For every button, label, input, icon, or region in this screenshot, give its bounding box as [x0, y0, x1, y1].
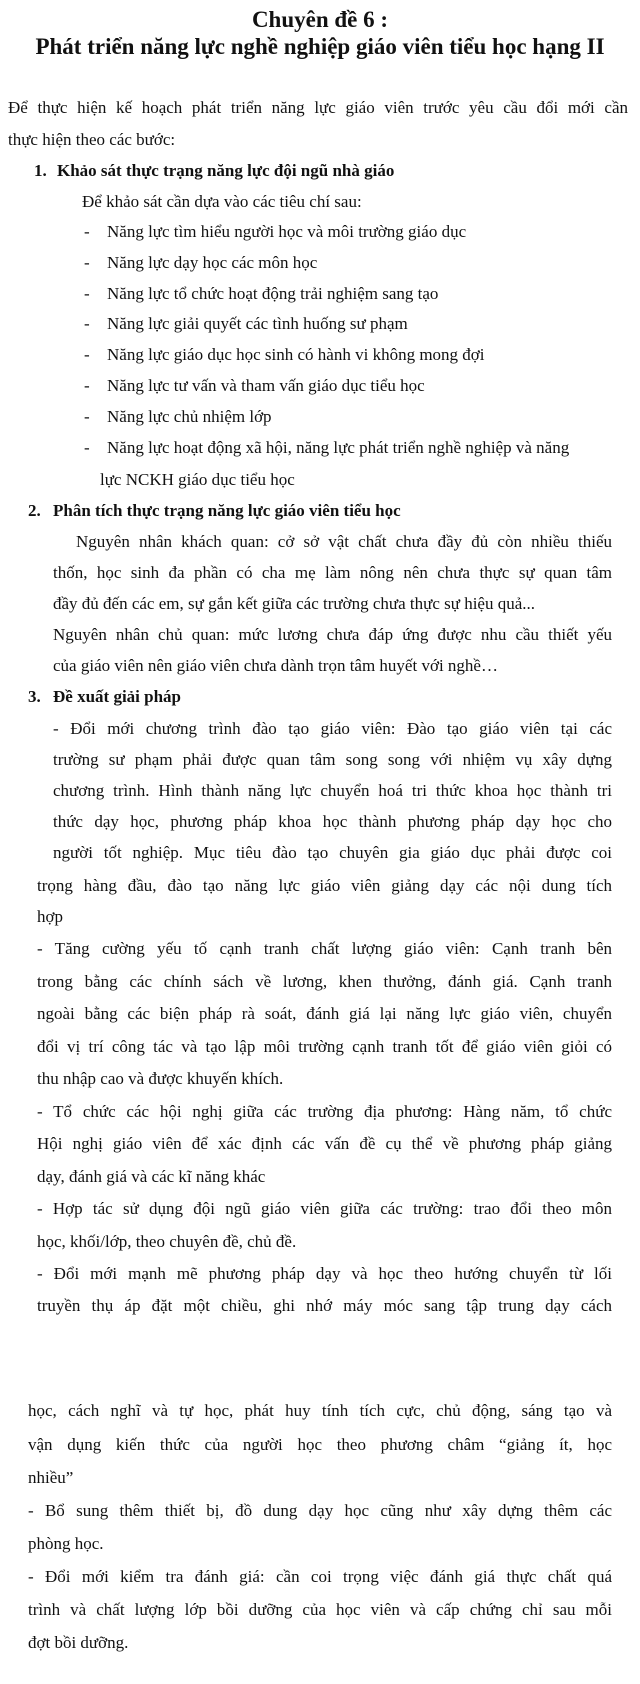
section1-heading: [34, 160, 394, 182]
solution-line: trường sư phạm phải được quan tâm song song với nhiệm vụ xây dựng: [53, 750, 612, 769]
solution-line: - Bổ sung thêm thiết bị, đồ dung dạy học cũng như xây dựng thêm các: [28, 1501, 612, 1520]
dash-bullet-icon: -: [84, 284, 90, 303]
section2-line: của giáo viên nên giáo viên chưa dành trọn tâm huyết với nghề…: [53, 656, 498, 675]
section3-number: 3.: [28, 687, 41, 706]
section3-heading-text: Đề xuất giải pháp: [53, 687, 181, 706]
dash-bullet-icon: -: [84, 438, 90, 457]
solution-line: thức dạy học, phương pháp khoa học thành phương pháp dạy học cho: [53, 812, 612, 831]
section1-lead: Để khảo sát cần dựa vào các tiêu chí sau:: [82, 192, 362, 211]
solution-line: đổi vị trí công tác và tạo lập môi trường cạnh tranh tốt để giáo viên giỏi có: [37, 1037, 612, 1056]
solution-line: học, khối/lớp, theo chuyên đề, chủ đề.: [37, 1232, 297, 1251]
solution-line: người tốt nghiệp. Mục tiêu đào tạo chuyên gia giáo dục phải được coi: [53, 843, 612, 862]
solution-line: hợp: [37, 907, 63, 926]
criteria-item: - Năng lực giải quyết các tình huống sư phạm: [84, 314, 408, 333]
solution-line: ngoài bằng các biện pháp rà soát, đánh giá lại năng lực giáo viên, chuyển: [37, 1004, 612, 1023]
section1-number: 1.: [34, 161, 47, 180]
solution-line: chương trình. Hình thành năng lực chuyển hoá tri thức khoa học thành tri: [53, 781, 612, 800]
section2-line: Nguyên nhân khách quan: cở sở vật chất chưa đầy đủ còn nhiều thiếu: [76, 532, 612, 551]
criteria-item: - Năng lực tổ chức hoạt động trải nghiệm sang tạo: [84, 284, 439, 303]
document-title-line1: Chuyên đề 6 :: [251, 7, 389, 32]
solution-line: trình và chất lượng lớp bồi dưỡng của học viên và cấp chứng chỉ sau mỗi: [28, 1600, 612, 1619]
solution-line: trọng hàng đầu, đào tạo năng lực giáo viên giảng dạy các nội dung tích: [37, 876, 612, 895]
dash-bullet-icon: -: [84, 407, 90, 426]
solution-line: nhiều”: [28, 1468, 74, 1487]
document-title-line2: Phát triển năng lực nghề nghiệp giáo viên tiểu học hạng II: [35, 34, 605, 59]
section2-line: Nguyên nhân chủ quan: mức lương chưa đáp ứng được nhu cầu thiết yếu: [53, 625, 612, 644]
intro-line: thực hiện theo các bước:: [8, 130, 176, 149]
dash-bullet-icon: -: [84, 345, 90, 364]
solution-line: phòng học.: [28, 1534, 104, 1553]
dash-bullet-icon: -: [84, 253, 90, 272]
dash-bullet-icon: -: [84, 222, 90, 241]
criteria-item: - Năng lực hoạt động xã hội, năng lực phát triển nghề nghiệp và năng: [84, 438, 570, 457]
solution-line: thu nhập cao và được khuyến khích.: [37, 1069, 284, 1088]
solution-line: - Đổi mới mạnh mẽ phương pháp dạy và học theo hướng chuyển từ lối: [37, 1264, 612, 1283]
dash-bullet-icon: -: [84, 376, 90, 395]
solution-line: - Tăng cường yếu tố cạnh tranh chất lượng giáo viên: Cạnh tranh bên: [37, 939, 612, 958]
intro-line: Để thực hiện kế hoạch phát triển năng lực giáo viên trước yêu cầu đổi mới cần: [8, 98, 628, 117]
solution-line: - Tổ chức các hội nghị giữa các trường địa phương: Hàng năm, tổ chức: [37, 1102, 612, 1121]
criteria-item: - Năng lực dạy học các môn học: [84, 253, 318, 272]
solution-line: truyền thụ áp đặt một chiều, ghi nhớ máy móc sang tập trung dạy cách: [37, 1296, 612, 1315]
criteria-item: - Năng lực giáo dục học sinh có hành vi không mong đợi: [84, 345, 485, 364]
solution-line: Hội nghị giáo viên để xác định các vấn đề cụ thể về phương pháp giảng: [37, 1134, 612, 1153]
dash-bullet-icon: -: [84, 314, 90, 333]
criteria-item: - Năng lực chủ nhiệm lớp: [84, 407, 272, 426]
solution-line: trong bằng các chính sách về lương, khen thưởng, đánh giá. Cạnh tranh: [37, 972, 612, 991]
solution-line: - Đổi mới chương trình đào tạo giáo viên: Đào tạo giáo viên tại các: [53, 719, 612, 738]
criteria-item: - Năng lực tư vấn và tham vấn giáo dục tiểu học: [84, 376, 425, 395]
solution-line: - Đổi mới kiểm tra đánh giá: cần coi trọng việc đánh giá thực chất quá: [28, 1567, 612, 1586]
section2-heading: [28, 500, 401, 522]
section2-line: thốn, học sinh đa phần có cha mẹ làm nông nên chưa thực sự quan tâm: [53, 563, 612, 582]
solution-line: đợt bồi dưỡng.: [28, 1633, 129, 1652]
solution-line: dạy, đánh giá và các kĩ năng khác: [37, 1167, 266, 1186]
solution-line: - Hợp tác sử dụng đội ngũ giáo viên giữa các trường: trao đổi theo môn: [37, 1199, 612, 1218]
solution-line: học, cách nghĩ và tự học, phát huy tính tích cực, chủ động, sáng tạo và: [28, 1401, 612, 1420]
section3-heading: [28, 686, 181, 708]
section2-heading-text: Phân tích thực trạng năng lực giáo viên tiểu học: [53, 501, 401, 520]
solution-line: vận dụng kiến thức của người học theo phương châm “giảng ít, học: [28, 1435, 612, 1454]
section2-number: 2.: [28, 501, 41, 520]
section1-heading-text: Khảo sát thực trạng năng lực đội ngũ nhà giáo: [57, 161, 395, 180]
criteria-continuation: lực NCKH giáo dục tiểu học: [100, 470, 295, 489]
section2-line: đầy đủ đến các em, sự gắn kết giữa các trường chưa thực sự hiệu quả...: [53, 594, 536, 613]
criteria-item: - Năng lực tìm hiểu người học và môi trường giáo dục: [84, 222, 467, 241]
